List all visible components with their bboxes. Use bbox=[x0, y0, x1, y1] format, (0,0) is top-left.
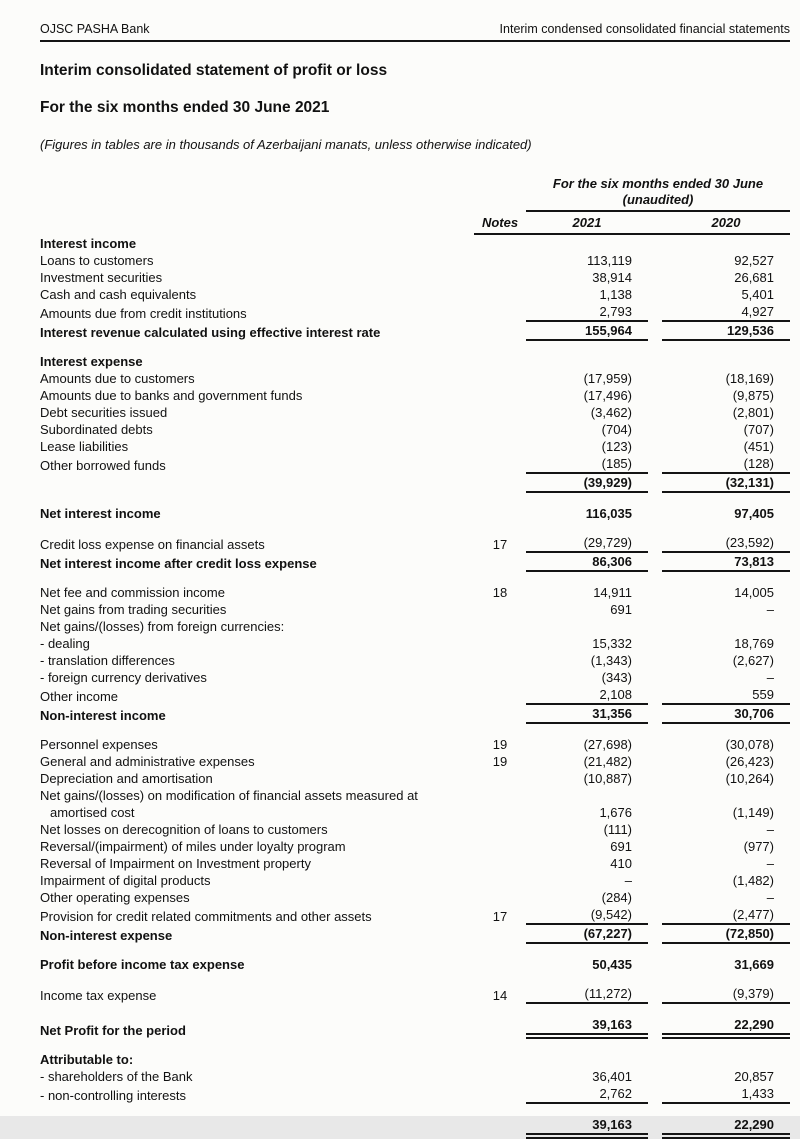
table-row bbox=[40, 303, 790, 322]
table-row bbox=[40, 985, 790, 1004]
value-2020: (30,078) bbox=[725, 737, 774, 752]
value-2020: 20,857 bbox=[734, 1069, 774, 1084]
note-ref: 19 bbox=[492, 737, 508, 752]
row-label: Depreciation and amortisation bbox=[40, 771, 213, 786]
table-row bbox=[40, 753, 790, 770]
row-label: Lease liabilities bbox=[40, 439, 129, 454]
value-2021: (3,462) bbox=[590, 405, 632, 420]
value-2021: (343) bbox=[601, 670, 632, 685]
value-2020: 73,813 bbox=[662, 553, 790, 572]
value-2020: 97,405 bbox=[734, 506, 774, 521]
period-line2: (unaudited) bbox=[622, 192, 694, 207]
table-row bbox=[40, 269, 790, 286]
row-label: Provision for credit related commitments and other assets bbox=[40, 909, 372, 924]
value-2020: (2,801) bbox=[732, 405, 774, 420]
column-header-row bbox=[40, 212, 790, 235]
value-2021: (29,729) bbox=[526, 534, 648, 553]
table-row bbox=[40, 925, 790, 944]
value-2021: 410 bbox=[610, 856, 632, 871]
value-2021: (9,542) bbox=[526, 906, 648, 925]
value-2020: 5,401 bbox=[741, 287, 774, 302]
value-2021: 691 bbox=[610, 602, 632, 617]
row-label: Interest expense bbox=[40, 354, 143, 369]
row-label: Net interest income bbox=[40, 506, 161, 521]
value-2020: – bbox=[766, 856, 774, 871]
row-label: Net gains/(losses) on modification of financial assets measured at bbox=[40, 788, 418, 803]
value-2021: (1,343) bbox=[590, 653, 632, 668]
table-row bbox=[40, 438, 790, 455]
value-2020: 18,769 bbox=[734, 636, 774, 651]
value-2021: (39,929) bbox=[526, 474, 648, 493]
row-label: Reversal of Impairment on Investment property bbox=[40, 856, 311, 871]
row-label: Interest revenue calculated using effective interest rate bbox=[40, 325, 381, 340]
value-2020: 1,433 bbox=[662, 1085, 790, 1104]
value-2021: (704) bbox=[601, 422, 632, 437]
figures-note: (Figures in tables are in thousands of Azerbaijani manats, unless otherwise indicated) bbox=[40, 137, 532, 152]
note-ref: 14 bbox=[492, 988, 508, 1003]
value-2020: 129,536 bbox=[662, 322, 790, 341]
value-2021: – bbox=[624, 873, 632, 888]
statement-title: Interim consolidated statement of profit or loss bbox=[40, 62, 388, 79]
value-2020: 26,681 bbox=[734, 270, 774, 285]
table-row bbox=[40, 1068, 790, 1085]
table-row bbox=[40, 1016, 790, 1039]
row-label: Other income bbox=[40, 689, 119, 704]
row-label: - translation differences bbox=[40, 653, 175, 668]
table-row bbox=[40, 635, 790, 652]
value-2020: (18,169) bbox=[725, 371, 774, 386]
value-2020: 22,290 bbox=[662, 1116, 790, 1139]
table-row bbox=[40, 872, 790, 889]
row-label: Amounts due from credit institutions bbox=[40, 306, 247, 321]
value-2021: 1,138 bbox=[599, 287, 632, 302]
period-line1: For the six months ended 30 June bbox=[552, 176, 764, 191]
row-label: Interest income bbox=[40, 236, 137, 251]
note-ref: 19 bbox=[492, 754, 508, 769]
value-2021: 50,435 bbox=[592, 957, 632, 972]
table-row bbox=[40, 322, 790, 341]
row-label: Impairment of digital products bbox=[40, 873, 211, 888]
profit-loss-table bbox=[40, 176, 790, 1139]
value-2020: 31,669 bbox=[734, 957, 774, 972]
value-2020: (26,423) bbox=[725, 754, 774, 769]
value-2021: (123) bbox=[601, 439, 632, 454]
row-label: Subordinated debts bbox=[40, 422, 153, 437]
value-2021: 113,119 bbox=[586, 253, 632, 268]
value-2021: 15,332 bbox=[592, 636, 632, 651]
notes-column-header: Notes bbox=[481, 215, 519, 230]
value-2021: (17,496) bbox=[583, 388, 632, 403]
row-label: General and administrative expenses bbox=[40, 754, 255, 769]
year-2020-column-header: 2020 bbox=[711, 215, 741, 230]
table-row bbox=[40, 652, 790, 669]
row-label: Amounts due to customers bbox=[40, 371, 195, 386]
value-2020: (707) bbox=[743, 422, 774, 437]
table-row bbox=[40, 906, 790, 925]
table-row bbox=[40, 956, 790, 973]
value-2021: 38,914 bbox=[592, 270, 632, 285]
table-row bbox=[40, 286, 790, 303]
table-row bbox=[40, 421, 790, 438]
period-header-row bbox=[40, 176, 790, 212]
value-2020: – bbox=[766, 602, 774, 617]
table-row bbox=[40, 584, 790, 601]
value-2020: (2,477) bbox=[662, 906, 790, 925]
table-row bbox=[40, 505, 790, 522]
value-2020: 4,927 bbox=[662, 303, 790, 322]
row-label: - non-controlling interests bbox=[40, 1088, 186, 1103]
table-row bbox=[40, 370, 790, 387]
table-rows bbox=[40, 235, 790, 1139]
value-2021: (185) bbox=[526, 455, 648, 474]
row-label: Net Profit for the period bbox=[40, 1023, 186, 1038]
table-row bbox=[40, 353, 790, 370]
value-2021: 36,401 bbox=[592, 1069, 632, 1084]
table-row bbox=[40, 455, 790, 474]
row-label: Debt securities issued bbox=[40, 405, 168, 420]
value-2020: (1,149) bbox=[732, 805, 774, 820]
value-2021: 1,676 bbox=[599, 805, 632, 820]
table-row bbox=[40, 736, 790, 753]
value-2020: (72,850) bbox=[662, 925, 790, 944]
row-label: - shareholders of the Bank bbox=[40, 1069, 193, 1084]
table-row bbox=[40, 1085, 790, 1104]
statement-period: For the six months ended 30 June 2021 bbox=[40, 99, 330, 116]
table-row bbox=[40, 787, 790, 804]
table-row bbox=[40, 838, 790, 855]
value-2021: 2,108 bbox=[526, 686, 648, 705]
value-2020: (9,875) bbox=[732, 388, 774, 403]
value-2020: 559 bbox=[662, 686, 790, 705]
row-label: Non-interest income bbox=[40, 708, 166, 723]
value-2021: (21,482) bbox=[583, 754, 632, 769]
company-name: OJSC PASHA Bank bbox=[40, 22, 150, 36]
value-2020: 14,005 bbox=[734, 585, 774, 600]
table-row bbox=[40, 1116, 790, 1139]
value-2020: (1,482) bbox=[732, 873, 774, 888]
report-type: Interim condensed consolidated financial statements bbox=[499, 22, 790, 36]
row-label: Net interest income after credit loss expense bbox=[40, 556, 317, 571]
row-label: - foreign currency derivatives bbox=[40, 670, 207, 685]
value-2020: – bbox=[766, 670, 774, 685]
row-label: Income tax expense bbox=[40, 988, 157, 1003]
value-2021: 2,762 bbox=[526, 1085, 648, 1104]
value-2021: (67,227) bbox=[526, 925, 648, 944]
row-label: Other operating expenses bbox=[40, 890, 190, 905]
table-row bbox=[40, 553, 790, 572]
note-ref: 17 bbox=[492, 909, 508, 924]
row-label: - dealing bbox=[40, 636, 90, 651]
value-2020: (2,627) bbox=[732, 653, 774, 668]
value-2020: – bbox=[766, 890, 774, 905]
running-header bbox=[40, 22, 790, 42]
note-ref: 17 bbox=[492, 537, 508, 552]
table-row bbox=[40, 889, 790, 906]
row-label: Other borrowed funds bbox=[40, 458, 166, 473]
value-2020: (977) bbox=[743, 839, 774, 854]
value-2021: 14,911 bbox=[593, 585, 632, 600]
note-ref: 18 bbox=[492, 585, 508, 600]
table-row bbox=[40, 252, 790, 269]
value-2021: (27,698) bbox=[583, 737, 632, 752]
row-label: Reversal/(impairment) of miles under loyalty program bbox=[40, 839, 346, 854]
value-2021: 155,964 bbox=[526, 322, 648, 341]
row-label: Net gains from trading securities bbox=[40, 602, 227, 617]
value-2021: 116,035 bbox=[585, 506, 632, 521]
value-2020: 30,706 bbox=[662, 705, 790, 724]
row-label: Non-interest expense bbox=[40, 928, 173, 943]
year-2021-column-header: 2021 bbox=[572, 215, 602, 230]
row-label: Profit before income tax expense bbox=[40, 957, 245, 972]
table-row bbox=[40, 804, 790, 821]
value-2021: (10,887) bbox=[583, 771, 632, 786]
value-2020: (9,379) bbox=[662, 985, 790, 1004]
value-2021: 39,163 bbox=[526, 1016, 648, 1039]
value-2020: (23,592) bbox=[662, 534, 790, 553]
value-2020: (128) bbox=[662, 455, 790, 474]
value-2021: (111) bbox=[603, 822, 632, 837]
table-row bbox=[40, 601, 790, 618]
value-2020: – bbox=[766, 822, 774, 837]
row-label: Cash and cash equivalents bbox=[40, 287, 197, 302]
table-row bbox=[40, 404, 790, 421]
value-2021: 39,163 bbox=[526, 1116, 648, 1139]
value-2021: 691 bbox=[610, 839, 632, 854]
table-row bbox=[40, 1051, 790, 1068]
value-2021: 31,356 bbox=[526, 705, 648, 724]
table-row bbox=[40, 474, 790, 493]
table-row bbox=[40, 770, 790, 787]
row-label: Attributable to: bbox=[40, 1052, 134, 1067]
table-row bbox=[40, 618, 790, 635]
period-header bbox=[526, 176, 790, 212]
table-row bbox=[40, 669, 790, 686]
table-row bbox=[40, 855, 790, 872]
row-label: Net fee and commission income bbox=[40, 585, 225, 600]
table-row bbox=[40, 534, 790, 553]
table-header bbox=[40, 176, 790, 235]
row-label: Credit loss expense on financial assets bbox=[40, 537, 265, 552]
table-row bbox=[40, 705, 790, 724]
table-row bbox=[40, 387, 790, 404]
row-label: Loans to customers bbox=[40, 253, 154, 268]
value-2020: (10,264) bbox=[725, 771, 774, 786]
value-2020: (32,131) bbox=[662, 474, 790, 493]
value-2021: 2,793 bbox=[526, 303, 648, 322]
value-2020: 92,527 bbox=[734, 253, 774, 268]
value-2021: (284) bbox=[601, 890, 632, 905]
row-label: amortised cost bbox=[50, 805, 135, 820]
value-2021: (11,272) bbox=[526, 985, 648, 1004]
table-row bbox=[40, 686, 790, 705]
row-label: Investment securities bbox=[40, 270, 163, 285]
row-label: Personnel expenses bbox=[40, 737, 158, 752]
row-label: Net gains/(losses) from foreign currencies: bbox=[40, 619, 285, 634]
value-2020: 22,290 bbox=[662, 1016, 790, 1039]
row-label: Net losses on derecognition of loans to customers bbox=[40, 822, 328, 837]
value-2021: 86,306 bbox=[526, 553, 648, 572]
row-label: Amounts due to banks and government funds bbox=[40, 388, 303, 403]
value-2020: (451) bbox=[743, 439, 774, 454]
table-row bbox=[40, 235, 790, 252]
table-row bbox=[40, 821, 790, 838]
value-2021: (17,959) bbox=[583, 371, 632, 386]
